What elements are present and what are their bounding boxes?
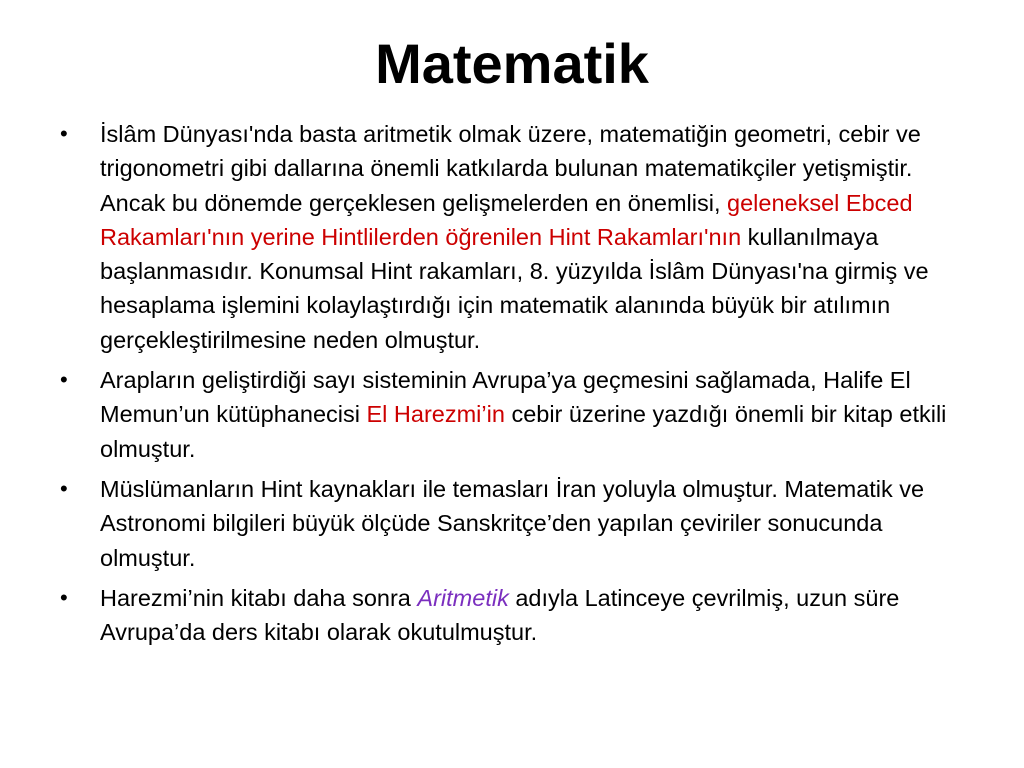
highlighted-text: geleneksel Ebced Rakamları'nın yerine Hintlilerden öğrenilen Hint Rakamları'nın	[100, 189, 913, 250]
bullet-text: cebir üzerine yazdığı önemli bir kitap etkili olmuştur.	[100, 401, 947, 462]
bullet-point-icon: •	[60, 367, 68, 393]
bullet-point-icon: •	[60, 475, 68, 501]
bullet-point-icon: •	[60, 584, 68, 610]
highlighted-book-title: Aritmetik	[417, 584, 509, 611]
highlighted-text: El Harezmi’in	[366, 401, 505, 428]
slide-title: Matematik	[375, 32, 649, 95]
bullet-item-arithmetic-book	[58, 581, 958, 650]
bullet-text: Müslümanların Hint kaynakları ile temasları İran yoluyla olmuştur. Matematik ve Astronomi bilgileri büyük ölçüde Sanskritçe’den yapılan çeviriler sonucunda olmuştur.	[100, 475, 925, 571]
bullet-item-islam-mathematics	[58, 117, 958, 357]
bullet-text: İslâm Dünyası'nda basta aritmetik olmak üzere, matematiğin geometri, cebir ve trigonometri gibi dallarına önemli katkılarda bulunan matematikçiler yetişmiştir. Ancak bu dönemde gerçeklesen gelişmelerden en önemlisi,	[100, 121, 921, 216]
bullet-text: Arapların geliştirdiği sayı sisteminin Avrupa’ya geçmesini sağlamada, Halife El Memun’un kütüphanecisi	[100, 367, 911, 428]
bullet-text: Harezmi’nin kitabı daha sonra	[100, 584, 418, 611]
bullet-item-number-system-europe	[58, 363, 958, 466]
bullet-item-hindu-sources	[58, 472, 958, 575]
bullet-text: kullanılmaya başlanmasıdır. Konumsal Hint rakamları, 8. yüzyılda İslâm Dünyası'na girmiş ve hesaplama işlemini kolaylaştırdığı için matematik alanında büyük bir atılımın gerçekleştirilmesine neden olmuştur.	[100, 223, 929, 353]
bullet-point-icon: •	[60, 121, 68, 146]
bullet-list	[58, 117, 958, 655]
bullet-text: adıyla Latinceye çevrilmiş, uzun süre Avrupa’da ders kitabı olarak okutulmuştur.	[100, 584, 900, 646]
